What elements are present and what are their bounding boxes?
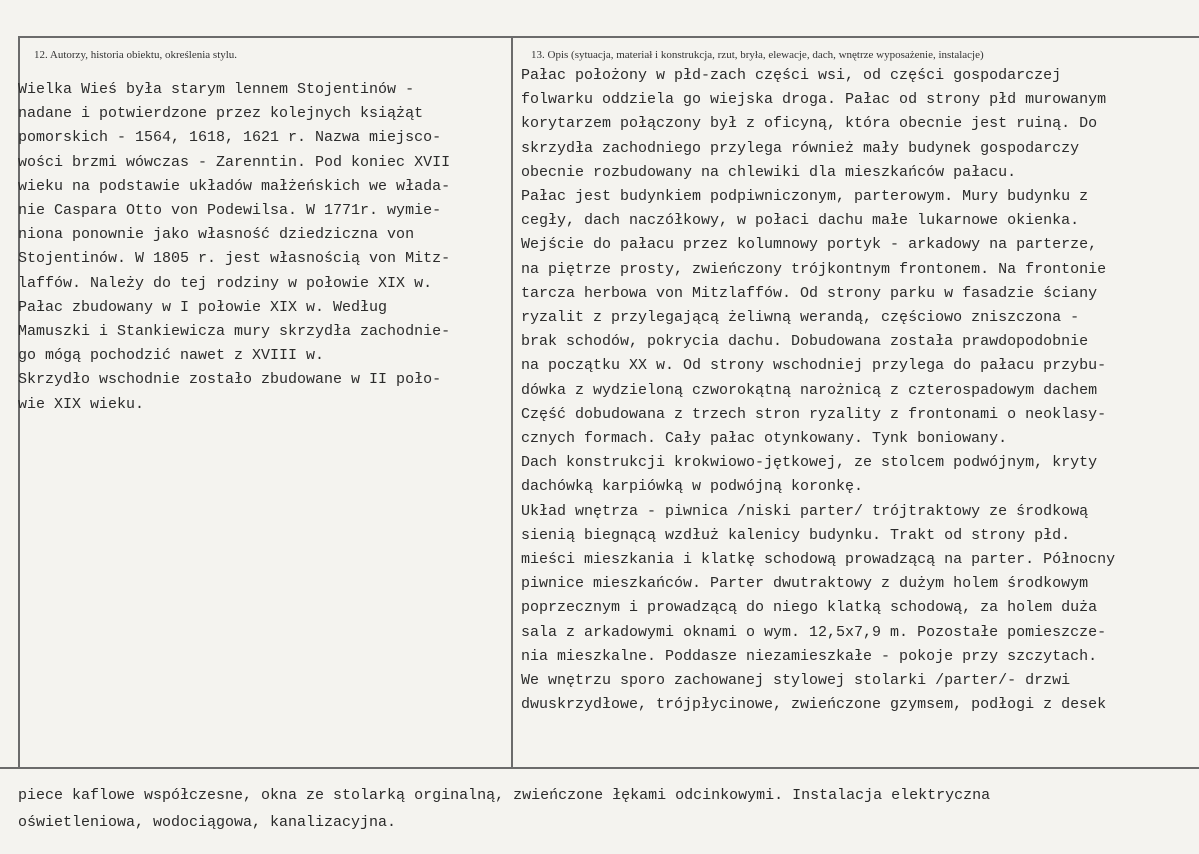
text-line: tarcza herbowa von Mitzlaffów. Od strony parku w fasadzie ściany: [521, 284, 1098, 302]
text-line: piwnice mieszkańców. Parter dwutraktowy z dużym holem środkowym: [521, 575, 1089, 593]
text-line: sienią biegnącą wzdłuż kalenicy budynku. Trakt od strony płd.: [521, 526, 1071, 544]
text-line: cegły, dach naczółkowy, w połaci dachu małe lukarnowe okienka.: [521, 212, 1080, 230]
text-line: dwuskrzydłowe, trójpłycinowe, zwieńczone gzymsem, podłogi z desek: [521, 696, 1107, 714]
text-line: ryzalit z przylegającą żeliwną werandą, częściowo zniszczona -: [521, 309, 1080, 327]
description-text-column: [521, 64, 1199, 717]
text-line: Układ wnętrza - piwnica /niski parter/ trójtraktowy ze środkową: [521, 502, 1089, 520]
text-line: Część dobudowana z trzech stron ryzality z frontonami o neoklasy-: [521, 405, 1107, 423]
text-line: wie XIX wieku.: [18, 395, 145, 413]
text-line: go mógą pochodzić nawet z XVIII w.: [18, 347, 325, 365]
section-13-header: 13. Opis (sytuacja, materiał i konstrukcja, rzut, bryła, elewacje, dach, wnętrze wyposażenie, instalacje): [531, 49, 984, 61]
text-line: Mamuszki i Stankiewicza mury skrzydła zachodnie-: [18, 323, 451, 341]
text-line: brak schodów, pokrycia dachu. Dobudowana została prawdopodobnie: [521, 333, 1089, 351]
text-line: sala z arkadowymi oknami o wym. 12,5x7,9 m. Pozostałe pomieszcze-: [521, 623, 1107, 641]
text-line: piece kaflowe współczesne, okna ze stolarką orginalną, zwieńczone łękami odcinkowymi. Instalacja elektryczna: [18, 787, 991, 804]
text-line: We wnętrzu sporo zachowanej stylowej stolarki /parter/- drzwi: [521, 672, 1071, 690]
text-line: folwarku oddziela go wiejska droga. Pałac od strony płd murowanym: [521, 91, 1107, 109]
text-line: mieści mieszkania i klatkę schodową prowadzącą na parter. Północny: [521, 551, 1116, 569]
text-line: Stojentinów. W 1805 r. jest własnością von Mitz-: [18, 250, 451, 268]
text-line: wości brzmi wówczas - Zarenntin. Pod koniec XVII: [18, 153, 451, 171]
column-divider: [511, 36, 513, 768]
text-line: dachówką karpiówką w podwójną koronkę.: [521, 478, 864, 496]
text-line: Pałac zbudowany w I połowie XIX w. Według: [18, 298, 388, 316]
text-line: laffów. Należy do tej rodziny w połowie XIX w.: [18, 274, 433, 292]
text-line: Dach konstrukcji krokwiowo-jętkowej, ze stolcem podwójnym, kryty: [521, 454, 1098, 472]
text-line: wieku na podstawie układów małżeńskich we włada-: [18, 177, 451, 195]
text-line: dówka z wydzieloną czworokątną narożnicą z czterospadowym dachem: [521, 381, 1098, 399]
text-line: nie Caspara Otto von Podewilsa. W 1771r. wymie-: [18, 202, 442, 220]
history-text-column: [18, 78, 508, 417]
text-line: korytarzem połączony był z oficyną, która obecnie jest ruiną. Do: [521, 115, 1098, 133]
text-line: Wielka Wieś była starym lennem Stojentinów -: [18, 81, 415, 98]
text-line: na początku XX w. Od strony wschodniej przylega do pałacu przybu-: [521, 357, 1107, 375]
text-line: Wejście do pałacu przez kolumnowy portyk - arkadowy na parterze,: [521, 236, 1098, 254]
text-line: obecnie rozbudowany na chlewiki dla mieszkańców pałacu.: [521, 163, 1017, 181]
text-line: Pałac jest budynkiem podpiwniczonym, parterowym. Mury budynku z: [521, 188, 1089, 206]
text-line: nadane i potwierdzone przez kolejnych książąt: [18, 105, 424, 123]
text-line: poprzecznym i prowadzącą do niego klatką schodową, za holem duża: [521, 599, 1098, 617]
text-line: Skrzydło wschodnie zostało zbudowane w II poło-: [18, 371, 442, 389]
text-line: na piętrze prosty, zwieńczony trójkontnym frontonem. Na frontonie: [521, 260, 1107, 278]
section-12-header: 12. Autorzy, historia obiektu, określenia stylu.: [34, 49, 238, 61]
text-line: cznych formach. Cały pałac otynkowany. Tynk boniowany.: [521, 430, 1008, 448]
continuation-text: [18, 768, 1199, 836]
text-line: Pałac położony w płd-zach części wsi, od części gospodarczej: [521, 67, 1062, 84]
text-line: pomorskich - 1564, 1618, 1621 r. Nazwa miejsco-: [18, 129, 442, 147]
top-border-rule: [18, 36, 1199, 38]
text-line: oświetleniowa, wodociągowa, kanalizacyjna.: [18, 814, 397, 831]
text-line: skrzydła zachodniego przylega również mały budynek gospodarczy: [521, 139, 1080, 157]
text-line: nia mieszkalne. Poddasze niezamieszkałe - pokoje przy szczytach.: [521, 647, 1098, 665]
text-line: niona ponownie jako własność dziedziczna von: [18, 226, 415, 244]
